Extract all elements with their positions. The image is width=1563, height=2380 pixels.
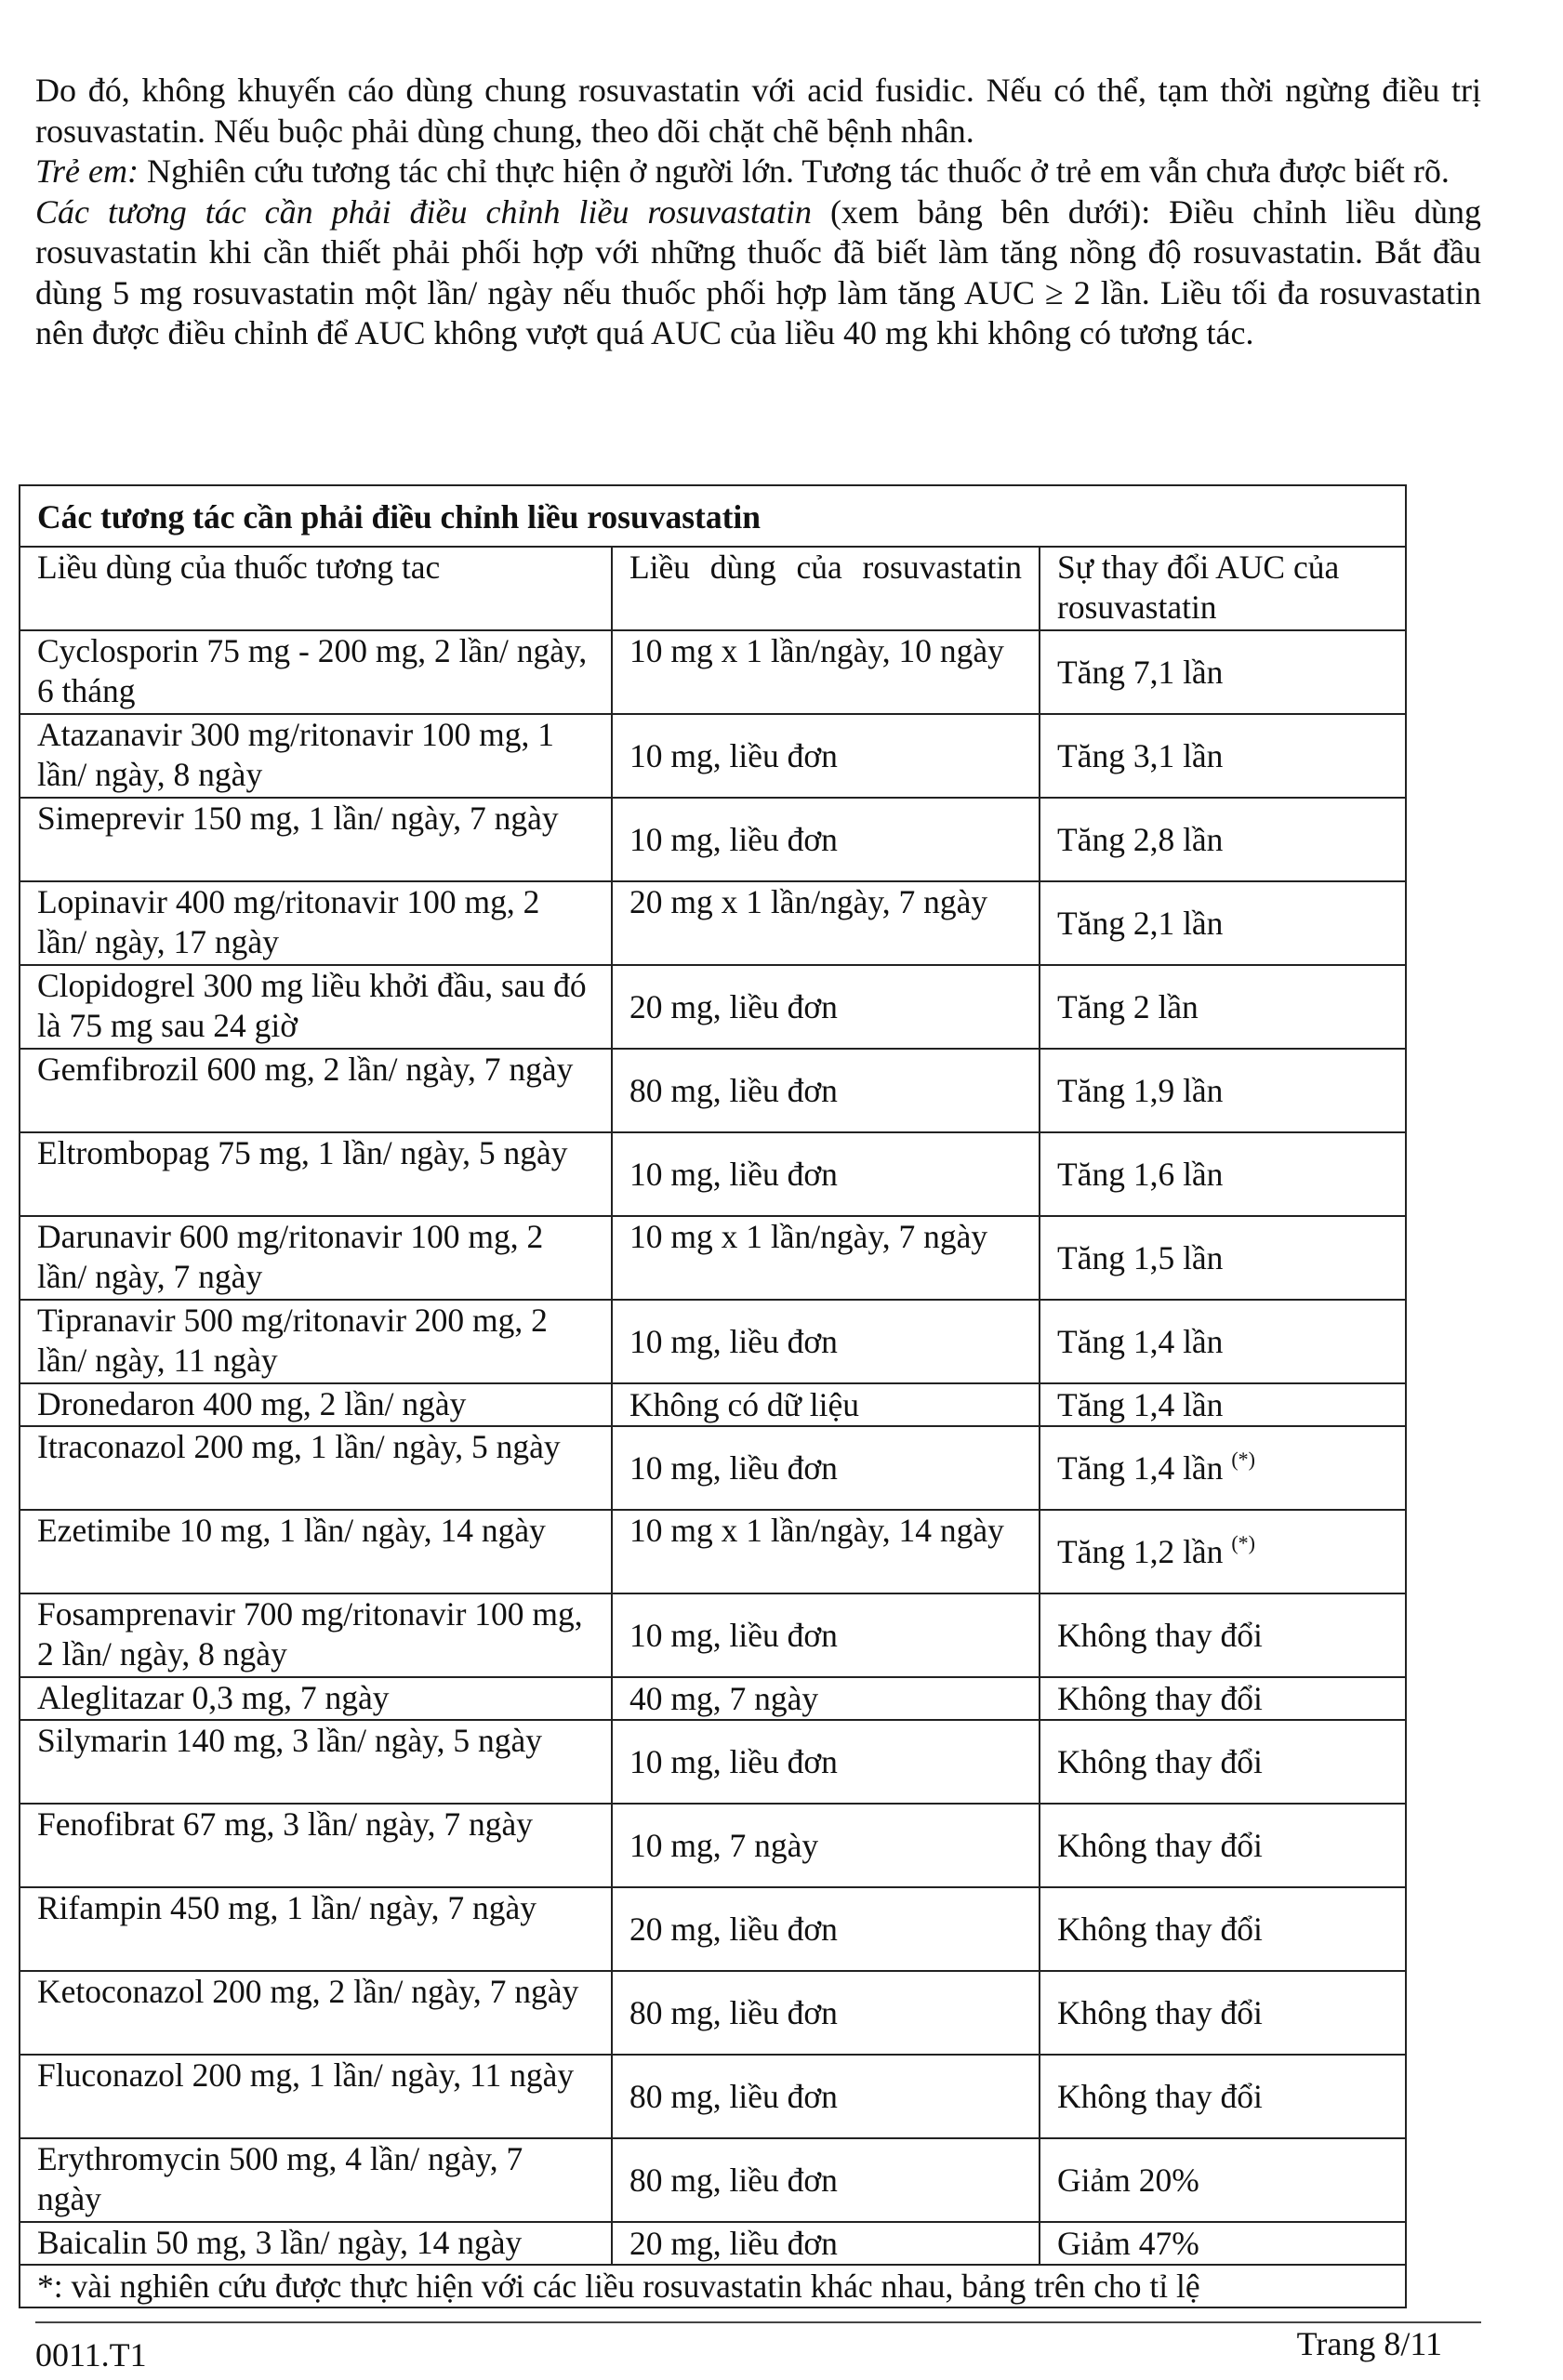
- auc-change-value: Tăng 3,1 lần: [1057, 736, 1224, 774]
- auc-change: [1040, 1426, 1406, 1510]
- interacting-drug-dose: Silymarin 140 mg, 3 lần/ ngày, 5 ngày: [20, 1720, 612, 1804]
- interacting-drug-dose: Darunavir 600 mg/ritonavir 100 mg, 2 lần/ ngày, 7 ngày: [20, 1216, 612, 1300]
- page-number: Trang 8/11: [1296, 2325, 1442, 2362]
- auc-change: [1040, 1720, 1406, 1804]
- rosuvastatin-dose: 10 mg, liều đơn: [612, 1426, 1040, 1510]
- auc-change-value: Giảm 20%: [1057, 2161, 1199, 2199]
- table-row: [20, 881, 1406, 965]
- auc-change-value: Tăng 1,2 lần: [1057, 1532, 1224, 1570]
- header-rosuvastatin-dose: [612, 547, 1040, 630]
- interacting-drug-dose: Clopidogrel 300 mg liều khởi đầu, sau đó là 75 mg sau 24 giờ: [20, 965, 612, 1049]
- auc-change: [1040, 1887, 1406, 1971]
- auc-change: [1040, 1971, 1406, 2055]
- auc-change: [1040, 1049, 1406, 1132]
- auc-change: [1040, 881, 1406, 965]
- interacting-drug-dose: Fenofibrat 67 mg, 3 lần/ ngày, 7 ngày: [20, 1804, 612, 1887]
- rosuvastatin-dose: 10 mg x 1 lần/ngày, 10 ngày: [612, 630, 1040, 714]
- interacting-drug-dose: Dronedaron 400 mg, 2 lần/ ngày: [20, 1383, 612, 1426]
- rosuvastatin-dose: 10 mg, 7 ngày: [612, 1804, 1040, 1887]
- auc-change: [1040, 2055, 1406, 2138]
- interacting-drug-dose: Lopinavir 400 mg/ritonavir 100 mg, 2 lần/ ngày, 17 ngày: [20, 881, 612, 965]
- interacting-drug-dose: Ketoconazol 200 mg, 2 lần/ ngày, 7 ngày: [20, 1971, 612, 2055]
- table-row: [20, 2222, 1406, 2265]
- dose-adjust-label: Các tương tác cần phải điều chỉnh liều rosuvastatin: [35, 192, 812, 231]
- footer-divider: [35, 2321, 1481, 2323]
- header-drug-dose: Liều dùng của thuốc tương tac: [20, 547, 612, 630]
- children-text: Nghiên cứu tương tác chỉ thực hiện ở người lớn. Tương tác thuốc ở trẻ em vẫn chưa được biết rõ.: [139, 152, 1450, 190]
- auc-change-value: Tăng 7,1 lần: [1057, 653, 1224, 691]
- interacting-drug-dose: Rifampin 450 mg, 1 lần/ ngày, 7 ngày: [20, 1887, 612, 1971]
- rosuvastatin-dose: Không có dữ liệu: [612, 1383, 1040, 1426]
- document-code: 0011.T1: [35, 2336, 147, 2373]
- auc-change-value: Tăng 1,4 lần: [1057, 1322, 1224, 1360]
- auc-change-value: Không thay đổi: [1057, 1826, 1263, 1864]
- table-header-row: [20, 547, 1406, 630]
- table-row: [20, 2138, 1406, 2222]
- rosuvastatin-dose: 10 mg, liều đơn: [612, 798, 1040, 881]
- table-row: [20, 1510, 1406, 1593]
- auc-change-value: Không thay đổi: [1057, 1679, 1263, 1717]
- table-row: [20, 1971, 1406, 2055]
- children-label: Trẻ em:: [35, 152, 139, 190]
- auc-change-value: Tăng 2 lần: [1057, 987, 1199, 1025]
- table-row: [20, 965, 1406, 1049]
- interacting-drug-dose: Gemfibrozil 600 mg, 2 lần/ ngày, 7 ngày: [20, 1049, 612, 1132]
- rosuvastatin-dose: 20 mg, liều đơn: [612, 2222, 1040, 2265]
- fusidic-paragraph: Do đó, không khuyến cáo dùng chung rosuvastatin với acid fusidic. Nếu có thể, tạm thời ngừng điều trị rosuvastatin. Nếu buộc phải dùng chung, theo dõi chặt chẽ bệnh nhân.: [35, 72, 1481, 150]
- rosuvastatin-dose: 10 mg x 1 lần/ngày, 14 ngày: [612, 1510, 1040, 1593]
- table-row: [20, 1804, 1406, 1887]
- table-row: [20, 1132, 1406, 1216]
- dose-adjust-text: (xem bảng bên dưới): Điều chỉnh liều dùng rosuvastatin khi cần thiết phải phối hợp với những thuốc đã biết làm tăng nồng độ rosuvastatin. Bắt đầu dùng 5 mg rosuvastatin một lần/ ngày nếu thuốc phối hợp làm tăng AUC ≥ 2 lần. Liều tối đa rosuvastatin nên được điều chỉnh để AUC không vượt quá AUC của liều 40 mg khi không có tương tác.: [35, 192, 1481, 351]
- auc-change: [1040, 1132, 1406, 1216]
- footnote-marker: (*): [1231, 1530, 1255, 1554]
- auc-change: [1040, 2138, 1406, 2222]
- interaction-table: [19, 484, 1407, 2308]
- interacting-drug-dose: Fosamprenavir 700 mg/ritonavir 100 mg, 2 lần/ ngày, 8 ngày: [20, 1593, 612, 1677]
- auc-change: [1040, 798, 1406, 881]
- interacting-drug-dose: Ezetimibe 10 mg, 1 lần/ ngày, 14 ngày: [20, 1510, 612, 1593]
- auc-change: [1040, 1300, 1406, 1383]
- table-row: [20, 1720, 1406, 1804]
- table-row: [20, 714, 1406, 798]
- rosuvastatin-dose: 20 mg x 1 lần/ngày, 7 ngày: [612, 881, 1040, 965]
- auc-change-value: Không thay đổi: [1057, 1910, 1263, 1948]
- table-row: [20, 1593, 1406, 1677]
- auc-change: [1040, 714, 1406, 798]
- rosuvastatin-dose: 20 mg, liều đơn: [612, 965, 1040, 1049]
- auc-change-value: Không thay đổi: [1057, 1742, 1263, 1780]
- table-row: [20, 1300, 1406, 1383]
- table-footnote: *: vài nghiên cứu được thực hiện với các liều rosuvastatin khác nhau, bảng trên cho tỉ lệ: [20, 2265, 1406, 2307]
- children-paragraph: [35, 152, 1481, 192]
- rosuvastatin-dose: 80 mg, liều đơn: [612, 2138, 1040, 2222]
- auc-change: [1040, 1593, 1406, 1677]
- auc-change: [1040, 1510, 1406, 1593]
- auc-change-value: Không thay đổi: [1057, 1993, 1263, 2031]
- table-row: [20, 2055, 1406, 2138]
- table-row: [20, 630, 1406, 714]
- auc-change-value: Tăng 2,1 lần: [1057, 904, 1224, 942]
- auc-change-value: Tăng 1,6 lần: [1057, 1155, 1224, 1193]
- auc-change-value: Giảm 47%: [1057, 2224, 1199, 2262]
- interacting-drug-dose: Eltrombopag 75 mg, 1 lần/ ngày, 5 ngày: [20, 1132, 612, 1216]
- footnote-marker: (*): [1231, 1447, 1255, 1471]
- table-row: [20, 1383, 1406, 1426]
- auc-change: [1040, 1216, 1406, 1300]
- rosuvastatin-dose: 40 mg, 7 ngày: [612, 1677, 1040, 1720]
- rosuvastatin-dose: 10 mg, liều đơn: [612, 1720, 1040, 1804]
- auc-change: [1040, 1383, 1406, 1426]
- header-auc-change: Sự thay đổi AUC của rosuvastatin: [1040, 547, 1406, 630]
- auc-change: [1040, 2222, 1406, 2265]
- interacting-drug-dose: Cyclosporin 75 mg - 200 mg, 2 lần/ ngày, 6 tháng: [20, 630, 612, 714]
- auc-change-value: Tăng 2,8 lần: [1057, 820, 1224, 858]
- rosuvastatin-dose: 10 mg, liều đơn: [612, 1132, 1040, 1216]
- auc-change-value: Không thay đổi: [1057, 1616, 1263, 1654]
- rosuvastatin-dose: 80 mg, liều đơn: [612, 2055, 1040, 2138]
- auc-change: [1040, 1677, 1406, 1720]
- auc-change: [1040, 1804, 1406, 1887]
- auc-change: [1040, 630, 1406, 714]
- table-title: Các tương tác cần phải điều chỉnh liều rosuvastatin: [20, 485, 1406, 547]
- table-row: [20, 1677, 1406, 1720]
- interacting-drug-dose: Aleglitazar 0,3 mg, 7 ngày: [20, 1677, 612, 1720]
- table-row: [20, 1049, 1406, 1132]
- auc-change-value: Tăng 1,5 lần: [1057, 1238, 1224, 1276]
- intro-text: [35, 71, 1481, 354]
- auc-change: [1040, 965, 1406, 1049]
- interacting-drug-dose: Simeprevir 150 mg, 1 lần/ ngày, 7 ngày: [20, 798, 612, 881]
- table-title-row: [20, 485, 1406, 547]
- rosuvastatin-dose: 80 mg, liều đơn: [612, 1971, 1040, 2055]
- dose-adjust-paragraph: [35, 192, 1481, 354]
- auc-change-value: Không thay đổi: [1057, 2077, 1263, 2115]
- table-footnote-row: [20, 2265, 1406, 2307]
- auc-change-value: Tăng 1,4 lần: [1057, 1448, 1224, 1487]
- table-row: [20, 1887, 1406, 1971]
- auc-change-value: Tăng 1,9 lần: [1057, 1071, 1224, 1109]
- interacting-drug-dose: Fluconazol 200 mg, 1 lần/ ngày, 11 ngày: [20, 2055, 612, 2138]
- header-rosuvastatin-dose-text: Liều dùng của rosuvastatin: [629, 549, 1022, 586]
- rosuvastatin-dose: 10 mg, liều đơn: [612, 1300, 1040, 1383]
- table-row: [20, 798, 1406, 881]
- interaction-table-wrapper: [19, 484, 1405, 2308]
- auc-change-value: Tăng 1,4 lần: [1057, 1385, 1224, 1423]
- rosuvastatin-dose: 20 mg, liều đơn: [612, 1887, 1040, 1971]
- interacting-drug-dose: Baicalin 50 mg, 3 lần/ ngày, 14 ngày: [20, 2222, 612, 2265]
- rosuvastatin-dose: 10 mg x 1 lần/ngày, 7 ngày: [612, 1216, 1040, 1300]
- rosuvastatin-dose: 10 mg, liều đơn: [612, 1593, 1040, 1677]
- table-row: [20, 1426, 1406, 1510]
- interacting-drug-dose: Itraconazol 200 mg, 1 lần/ ngày, 5 ngày: [20, 1426, 612, 1510]
- interacting-drug-dose: Atazanavir 300 mg/ritonavir 100 mg, 1 lần/ ngày, 8 ngày: [20, 714, 612, 798]
- interacting-drug-dose: Erythromycin 500 mg, 4 lần/ ngày, 7 ngày: [20, 2138, 612, 2222]
- interacting-drug-dose: Tipranavir 500 mg/ritonavir 200 mg, 2 lần/ ngày, 11 ngày: [20, 1300, 612, 1383]
- rosuvastatin-dose: 80 mg, liều đơn: [612, 1049, 1040, 1132]
- rosuvastatin-dose: 10 mg, liều đơn: [612, 714, 1040, 798]
- table-row: [20, 1216, 1406, 1300]
